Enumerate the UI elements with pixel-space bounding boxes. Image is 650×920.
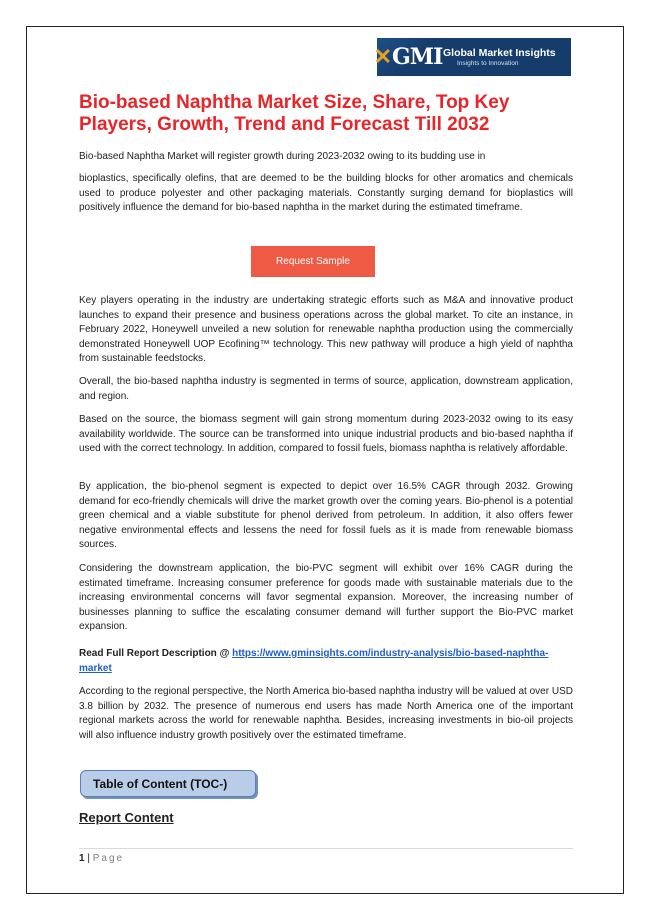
read-full-label: Read Full Report Description @: [79, 648, 230, 659]
page-word: Page: [92, 853, 125, 864]
logo-tagline: Insights to Innovation: [457, 59, 519, 67]
page-footer: [79, 853, 124, 864]
footer-separator: |: [87, 853, 90, 864]
intro-line: Bio-based Naphtha Market will register growth during 2023-2032 owing to its budding use in: [79, 151, 486, 162]
regional-paragraph: According to the regional perspective, the North America bio-based naphtha industry will be valued at over USD 3.8 billion by 2032. The presence of numerous end users has made North America one of the important regional markets across the world for renewable naphtha. Besides, increasing investments in bio-oil projects will also influence industry growth positively over the estimated timeframe.: [79, 686, 573, 741]
page-title: Bio-based Naphtha Market Size, Share, Top Key Players, Growth, Trend and Forecast Till 2032: [79, 92, 510, 135]
read-full-report: [79, 647, 573, 676]
footer-divider: [79, 848, 573, 849]
page-number: 1: [79, 853, 85, 864]
segmentation-paragraph: Overall, the bio-based naphtha industry is segmented in terms of source, application, downstream application, and region.: [79, 376, 573, 402]
report-link[interactable]: https://www.gminsights.com/industry-analysis/bio-based-naphtha-market: [79, 648, 549, 674]
report-content-heading: Report Content: [79, 810, 174, 825]
application-paragraph: By application, the bio-phenol segment is expected to depict over 16.5% CAGR through 2032. Growing demand for eco-friendly chemicals will drive the market growth over the coming years. Bio-phenol is a potential green chemical and a viable substitute for phenol derived from petroleum. In addition, it also offers fewer negative environmental effects and lessens the need for fossil fuels as it is made from renewable biomass sources.: [79, 481, 573, 551]
logo-company-name: Global Market Insights: [443, 46, 556, 59]
request-sample-button[interactable]: Request Sample: [251, 246, 375, 277]
downstream-paragraph: Considering the downstream application, the bio-PVC segment will exhibit over 16% CAGR during the estimated timeframe. Increasing consumer preference for goods made with sustainable materials due to the increasing environmental concerns will favor segmental expansion. Moreover, the increasing number of businesses planning to suffice the escalating consumer demand will further support the Bio-PVC market expansion.: [79, 563, 573, 633]
source-paragraph: Based on the source, the biomass segment will gain strong momentum during 2023-2032 owing to its easy availability worldwide. The source can be transformed into unique industrial products and bio-based naphtha if used with the correct technology. In addition, compared to fossil fuels, biomass naphtha is relatively affordable.: [79, 414, 573, 455]
gmi-logo-mark: ✕ GMI: [377, 38, 439, 76]
key-players-paragraph: Key players operating in the industry are undertaking strategic efforts such as M&A and innovative product launches to expand their presence and business operations across the global market. To cite an instance, in February 2022, Honeywell unveiled a new solution for renewable naphtha production using the commercially demonstrated Honeywell UOP Ecofining™ technology. This new pathway will produce a high yield of naphtha from sustainable feedstocks.: [79, 295, 573, 365]
company-logo: [373, 38, 571, 76]
intro-paragraph: bioplastics, specifically olefins, that are deemed to be the building blocks for other aromatics and chemicals used to produce polyester and other packaging materials. Constantly surging demand for bioplastics will positively influence the demand for bio-based naphtha in the market during the estimated timeframe.: [79, 173, 573, 214]
table-of-content-button[interactable]: Table of Content (TOC-): [80, 770, 256, 797]
